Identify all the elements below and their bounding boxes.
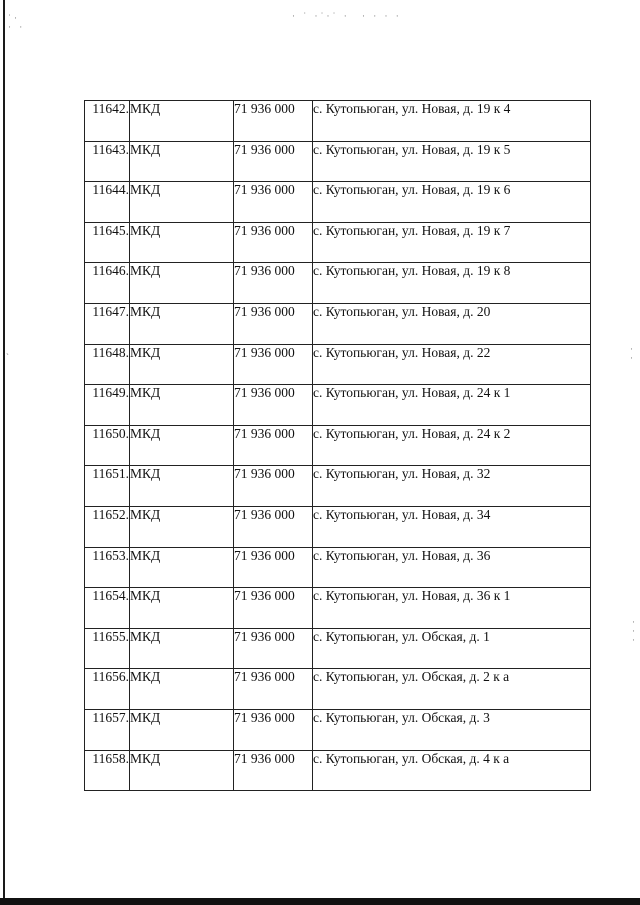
oktmo-code: 71 936 000: [234, 750, 313, 791]
object-type: МКД: [130, 506, 234, 547]
oktmo-code: 71 936 000: [234, 628, 313, 669]
table-row: [85, 506, 591, 547]
oktmo-code: 71 936 000: [234, 669, 313, 710]
table-row: [85, 222, 591, 263]
row-number: 11655.: [85, 628, 130, 669]
row-number: 11651.: [85, 466, 130, 507]
table-row: [85, 547, 591, 588]
address: с. Кутопьюган, ул. Новая, д. 24 к 1: [313, 385, 591, 426]
table-row: [85, 385, 591, 426]
oktmo-code: 71 936 000: [234, 466, 313, 507]
row-number: 11645.: [85, 222, 130, 263]
object-type: МКД: [130, 303, 234, 344]
address: с. Кутопьюган, ул. Новая, д. 20: [313, 303, 591, 344]
row-number: 11643.: [85, 141, 130, 182]
object-type: МКД: [130, 182, 234, 223]
object-type: МКД: [130, 263, 234, 304]
row-number: 11644.: [85, 182, 130, 223]
address: с. Кутопьюган, ул. Новая, д. 32: [313, 466, 591, 507]
row-number: 11649.: [85, 385, 130, 426]
oktmo-code: 71 936 000: [234, 101, 313, 142]
address: с. Кутопьюган, ул. Новая, д. 19 к 7: [313, 222, 591, 263]
object-type: МКД: [130, 344, 234, 385]
row-number: 11657.: [85, 709, 130, 750]
row-number: 11650.: [85, 425, 130, 466]
object-type: МКД: [130, 425, 234, 466]
table-row: [85, 588, 591, 629]
table-row: [85, 101, 591, 142]
scan-edge-bottom: [0, 898, 640, 905]
object-type: МКД: [130, 750, 234, 791]
oktmo-code: 71 936 000: [234, 182, 313, 223]
object-type: МКД: [130, 141, 234, 182]
scan-noise: · · ·: [632, 617, 638, 645]
object-type: МКД: [130, 222, 234, 263]
address: с. Кутопьюган, ул. Новая, д. 34: [313, 506, 591, 547]
address: с. Кутопьюган, ул. Обская, д. 4 к а: [313, 750, 591, 791]
row-number: 11654.: [85, 588, 130, 629]
object-type: МКД: [130, 466, 234, 507]
address: с. Кутопьюган, ул. Обская, д. 3: [313, 709, 591, 750]
registry-table-body: [85, 101, 591, 791]
row-number: 11648.: [85, 344, 130, 385]
object-type: МКД: [130, 628, 234, 669]
row-number: 11646.: [85, 263, 130, 304]
address: с. Кутопьюган, ул. Обская, д. 2 к а: [313, 669, 591, 710]
table-row: [85, 344, 591, 385]
table-row: [85, 425, 591, 466]
table-row: [85, 750, 591, 791]
scan-noise: · ˙ ·˙·˙ ·: [292, 11, 350, 21]
table-row: [85, 628, 591, 669]
table-row: [85, 182, 591, 223]
address: с. Кутопьюган, ул. Новая, д. 24 к 2: [313, 425, 591, 466]
address: с. Кутопьюган, ул. Новая, д. 22: [313, 344, 591, 385]
oktmo-code: 71 936 000: [234, 547, 313, 588]
oktmo-code: 71 936 000: [234, 506, 313, 547]
address: с. Кутопьюган, ул. Обская, д. 1: [313, 628, 591, 669]
oktmo-code: 71 936 000: [234, 385, 313, 426]
address: с. Кутопьюган, ул. Новая, д. 36: [313, 547, 591, 588]
scan-noise: · ·: [630, 344, 636, 363]
oktmo-code: 71 936 000: [234, 222, 313, 263]
table-row: [85, 263, 591, 304]
row-number: 11652.: [85, 506, 130, 547]
object-type: МКД: [130, 101, 234, 142]
row-number: 11647.: [85, 303, 130, 344]
oktmo-code: 71 936 000: [234, 344, 313, 385]
object-type: МКД: [130, 385, 234, 426]
address: с. Кутопьюган, ул. Новая, д. 19 к 6: [313, 182, 591, 223]
address: с. Кутопьюган, ул. Новая, д. 19 к 8: [313, 263, 591, 304]
table-row: [85, 141, 591, 182]
object-type: МКД: [130, 709, 234, 750]
table-row: [85, 709, 591, 750]
address: с. Кутопьюган, ул. Новая, д. 36 к 1: [313, 588, 591, 629]
oktmo-code: 71 936 000: [234, 425, 313, 466]
object-type: МКД: [130, 547, 234, 588]
oktmo-code: 71 936 000: [234, 141, 313, 182]
scan-noise: ˙· · ·: [8, 13, 26, 32]
table-row: [85, 466, 591, 507]
registry-table: [84, 100, 591, 791]
scan-noise: · · · ·: [362, 11, 402, 21]
scan-edge-left: [3, 0, 5, 898]
row-number: 11642.: [85, 101, 130, 142]
oktmo-code: 71 936 000: [234, 303, 313, 344]
row-number: 11658.: [85, 750, 130, 791]
row-number: 11656.: [85, 669, 130, 710]
oktmo-code: 71 936 000: [234, 588, 313, 629]
oktmo-code: 71 936 000: [234, 709, 313, 750]
object-type: МКД: [130, 669, 234, 710]
object-type: МКД: [130, 588, 234, 629]
scan-noise: ˎ: [6, 345, 12, 355]
table-row: [85, 669, 591, 710]
oktmo-code: 71 936 000: [234, 263, 313, 304]
table-row: [85, 303, 591, 344]
address: с. Кутопьюган, ул. Новая, д. 19 к 4: [313, 101, 591, 142]
address: с. Кутопьюган, ул. Новая, д. 19 к 5: [313, 141, 591, 182]
row-number: 11653.: [85, 547, 130, 588]
